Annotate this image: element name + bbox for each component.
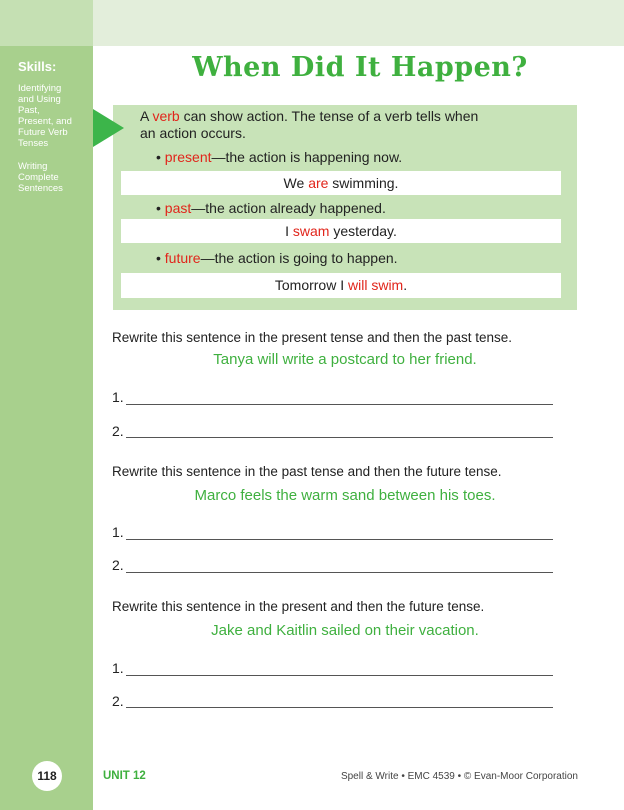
example-present: We are swimming. [121, 171, 561, 195]
skill-writing-sentences: Writing Complete Sentences [18, 161, 63, 194]
verb-term: verb [152, 108, 180, 124]
page-title: When Did It Happen? [192, 52, 528, 83]
line-number: 2. [112, 423, 124, 439]
top-band [93, 0, 624, 46]
bullet-past: • past—the action already happened. [156, 200, 386, 216]
answer-line-1-2[interactable] [126, 437, 553, 438]
exercise-3-instruction: Rewrite this sentence in the present and then the future tense. [112, 599, 485, 614]
answer-line-2-1[interactable] [126, 539, 553, 540]
exercise-3-sentence: Jake and Kaitlin sailed on their vacation. [211, 622, 479, 639]
footer-credit: Spell & Write • EMC 4539 • © Evan-Moor Corporation [340, 771, 578, 782]
sidebar-head [0, 0, 93, 46]
answer-line-1-1[interactable] [126, 404, 553, 405]
bullet-present: • present—the action is happening now. [156, 149, 403, 165]
exercise-1-instruction: Rewrite this sentence in the present tense and then the past tense. [112, 330, 513, 345]
example-past: I swam yesterday. [121, 219, 561, 243]
line-number: 2. [112, 693, 124, 709]
answer-line-3-1[interactable] [126, 675, 553, 676]
line-number: 1. [112, 389, 124, 405]
line-number: 1. [112, 660, 124, 676]
unit-label: UNIT 12 [103, 770, 146, 782]
answer-line-2-2[interactable] [126, 572, 553, 573]
page-number: 118 [32, 761, 62, 791]
line-number: 2. [112, 557, 124, 573]
skill-verb-tenses: Identifying and Using Past, Present, and Future Verb Tenses [18, 83, 72, 149]
exercise-1-sentence: Tanya will write a postcard to her friend. [213, 351, 477, 368]
line-number: 1. [112, 524, 124, 540]
exercise-2-instruction: Rewrite this sentence in the past tense and then the future tense. [112, 464, 502, 479]
arrow-icon [93, 109, 124, 147]
bullet-future: • future—the action is going to happen. [156, 250, 398, 266]
answer-line-3-2[interactable] [126, 707, 553, 708]
exercise-2-sentence: Marco feels the warm sand between his toes. [194, 487, 496, 504]
skills-title: Skills: [18, 59, 57, 74]
example-future: Tomorrow I will swim. [121, 273, 561, 298]
intro-text: A verb can show action. The tense of a verb tells when an action occurs. [140, 108, 479, 141]
